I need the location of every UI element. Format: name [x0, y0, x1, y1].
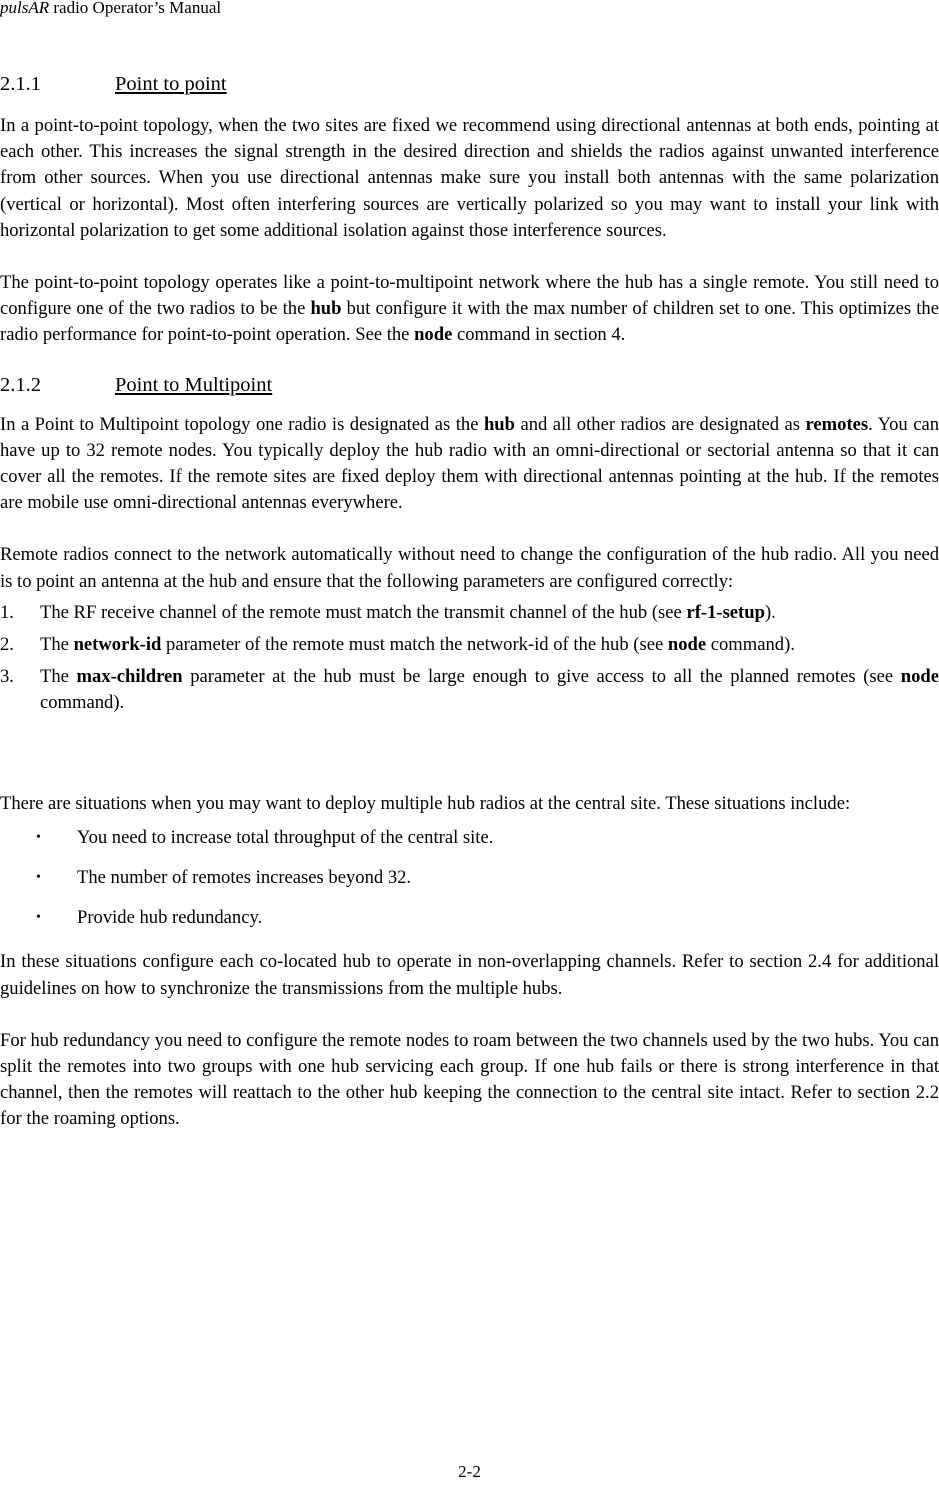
running-header-text: radio Operator’s Manual	[49, 0, 222, 17]
list-item: 3. The max-children parameter at the hub must be large enough to give access to all the planned remotes (see node command).	[0, 666, 939, 714]
section-heading-2-1-1	[0, 71, 939, 97]
product-name: pulsAR	[0, 0, 50, 17]
section-title: Point to point	[115, 73, 227, 95]
section-number: 2.1.2	[0, 373, 41, 396]
keyword-hub: hub	[310, 298, 342, 320]
bullet-icon: •	[36, 870, 41, 886]
paragraph: The point-to-point topology operates like a point-to-multipoint network where the hub has a single remote. You still need to configure one of the two radios to be the hub but configure it with the max number of children set to one. This optimizes the radio performance for point-to-point operation. See the node command in section 4.	[0, 272, 939, 346]
paragraph: For hub redundancy you need to configure the remote nodes to roam between the two channels used by the two hubs. You can split the remotes into two groups with one hub servicing each group. If one hub fails or there is strong interference in that channel, then the remotes will reattach to the other hub keeping the connection to the central site intact. Refer to section 2.2 for the roaming options.	[0, 1029, 939, 1130]
paragraph: In a Point to Multipoint topology one radio is designated as the hub and all other radios are designated as remotes. You can have up to 32 remote nodes. You typically deploy the hub radio with an omni-directional or sectorial antenna so that it can cover all the remotes. If the remote sites are fixed deploy them with directional antennas pointing at the hub. If the remotes are mobile use omni-directional antennas everywhere.	[0, 413, 939, 514]
list-item: • The number of remotes increases beyond 32.	[0, 865, 939, 891]
paragraph: There are situations when you may want to deploy multiple hub radios at the central site. These situations include:	[0, 792, 851, 814]
numbered-list	[0, 600, 939, 717]
section-heading-2-1-2	[0, 372, 939, 398]
paragraph: Remote radios connect to the network automatically without need to change the configuration of the hub radio. All you need is to point an antenna at the hub and ensure that the following parameters are configured correctly:	[0, 544, 939, 592]
page-number: 2-2	[458, 1462, 481, 1481]
list-item: • Provide hub redundancy.	[0, 905, 939, 931]
list-item: • You need to increase total throughput of the central site.	[0, 825, 939, 851]
bullet-list	[0, 825, 939, 932]
keyword-node: node	[414, 324, 453, 346]
list-item: 2. The network-id parameter of the remote must match the network-id of the hub (see node command).	[0, 634, 795, 656]
paragraph: In a point-to-point topology, when the two sites are fixed we recommend using directional antennas at both ends, pointing at each other. This increases the signal strength in the desired direction and shields the radios against unwanted interference from other sources. When you use directional antennas make sure you install both antennas with the same polarization (vertical or horizontal). Most often interfering sources are vertically polarized so you may want to install your link with horizontal polarization to get some additional isolation against those interference sources.	[0, 115, 939, 241]
section-title: Point to Multipoint	[115, 373, 273, 396]
running-header	[0, 0, 221, 18]
list-item: 1. The RF receive channel of the remote must match the transmit channel of the hub (see rf-1-setup).	[0, 601, 776, 623]
bullet-icon: •	[36, 910, 41, 926]
page-content	[0, 71, 939, 1133]
paragraph: In these situations configure each co-located hub to operate in non-overlapping channels. Refer to section 2.4 for additional guidelines on how to synchronize the transmissions from the multiple hubs.	[0, 951, 939, 999]
keyword-remotes: remotes	[805, 413, 869, 435]
bullet-icon: •	[36, 829, 41, 845]
keyword-hub: hub	[483, 413, 515, 435]
section-number: 2.1.1	[0, 73, 41, 95]
